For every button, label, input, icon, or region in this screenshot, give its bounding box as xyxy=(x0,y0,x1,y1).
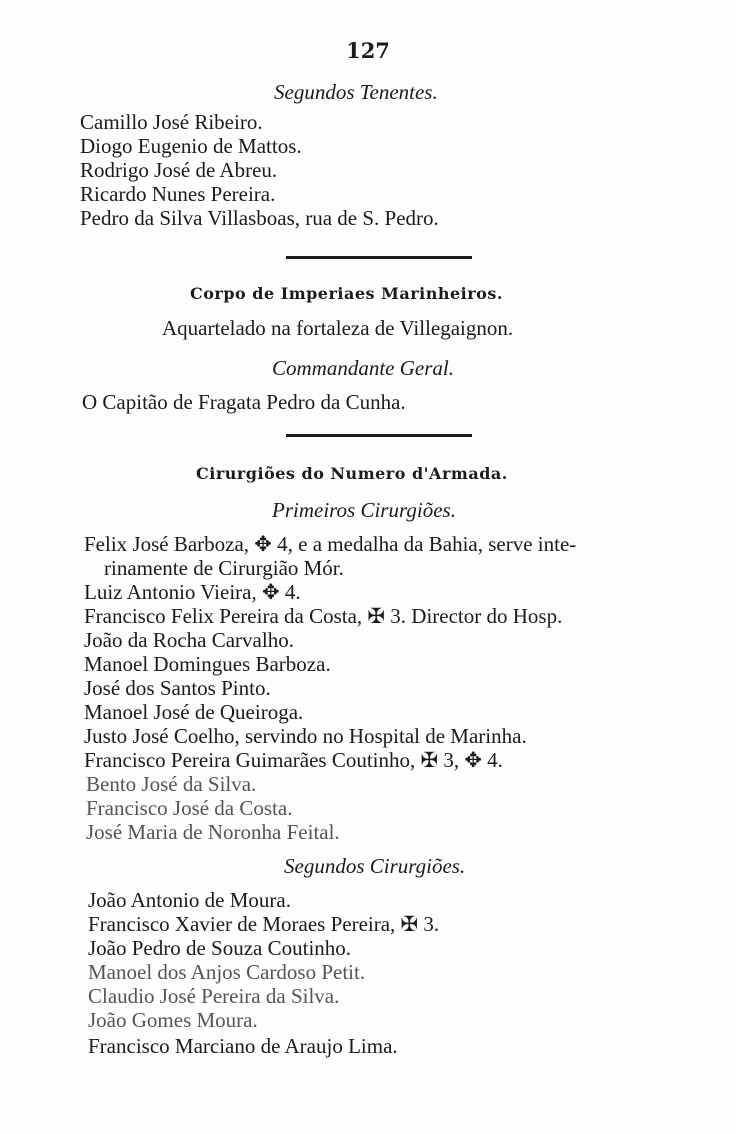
list-item: Diogo Eugenio de Mattos. xyxy=(80,134,302,158)
list-item: Francisco Pereira Guimarães Coutinho, ✠ 3, ✥ 4. xyxy=(84,748,503,772)
section-divider xyxy=(286,256,472,259)
list-item: Ricardo Nunes Pereira. xyxy=(80,182,276,206)
section-title-imperiaes-marinheiros: Corpo de Imperiaes Marinheiros. xyxy=(190,284,503,303)
list-item: Luiz Antonio Vieira, ✥ 4. xyxy=(84,580,301,604)
subheading-commandante-geral: Commandante Geral. xyxy=(272,356,454,380)
page-number: 127 xyxy=(346,38,390,63)
list-item: Rodrigo José de Abreu. xyxy=(80,158,278,182)
list-item: Justo José Coelho, servindo no Hospital de Marinha. xyxy=(84,724,527,748)
subheading-primeiros-cirurgioes: Primeiros Cirurgiões. xyxy=(272,498,456,522)
list-item: José Maria de Noronha Feital. xyxy=(86,820,340,844)
list-item: Camillo José Ribeiro. xyxy=(80,110,263,134)
list-item: João Antonio de Moura. xyxy=(88,888,291,912)
list-item: José dos Santos Pinto. xyxy=(84,676,271,700)
list-item: Francisco Felix Pereira da Costa, ✠ 3. Director do Hosp. xyxy=(84,604,563,628)
list-item: Francisco José da Costa. xyxy=(86,796,293,820)
section-heading-segundos-tenentes: Segundos Tenentes. xyxy=(274,80,438,104)
section-title-cirurgioes: Cirurgiões do Numero d'Armada. xyxy=(196,464,508,483)
list-item: João da Rocha Carvalho. xyxy=(84,628,294,652)
list-item: Pedro da Silva Villasboas, rua de S. Pedro. xyxy=(80,206,439,230)
list-item-continuation: rinamente de Cirurgião Mór. xyxy=(104,556,344,580)
list-item: João Gomes Moura. xyxy=(88,1008,258,1032)
subheading-segundos-cirurgioes: Segundos Cirurgiões. xyxy=(284,854,466,878)
list-item: Felix José Barboza, ✥ 4, e a medalha da Bahia, serve inte- xyxy=(84,532,577,556)
list-item: Manoel Domingues Barboza. xyxy=(84,652,331,676)
list-item: Francisco Marciano de Araujo Lima. xyxy=(88,1034,398,1058)
list-item: Claudio José Pereira da Silva. xyxy=(88,984,340,1008)
section-divider xyxy=(286,434,472,437)
location-line: Aquartelado na fortaleza de Villegaignon. xyxy=(162,316,514,340)
list-item: João Pedro de Souza Coutinho. xyxy=(88,936,352,960)
list-item: Manoel dos Anjos Cardoso Petit. xyxy=(88,960,366,984)
list-item: Bento José da Silva. xyxy=(86,772,257,796)
list-item: Francisco Xavier de Moraes Pereira, ✠ 3. xyxy=(88,912,440,936)
list-item: O Capitão de Fragata Pedro da Cunha. xyxy=(82,390,406,414)
list-item: Manoel José de Queiroga. xyxy=(84,700,304,724)
